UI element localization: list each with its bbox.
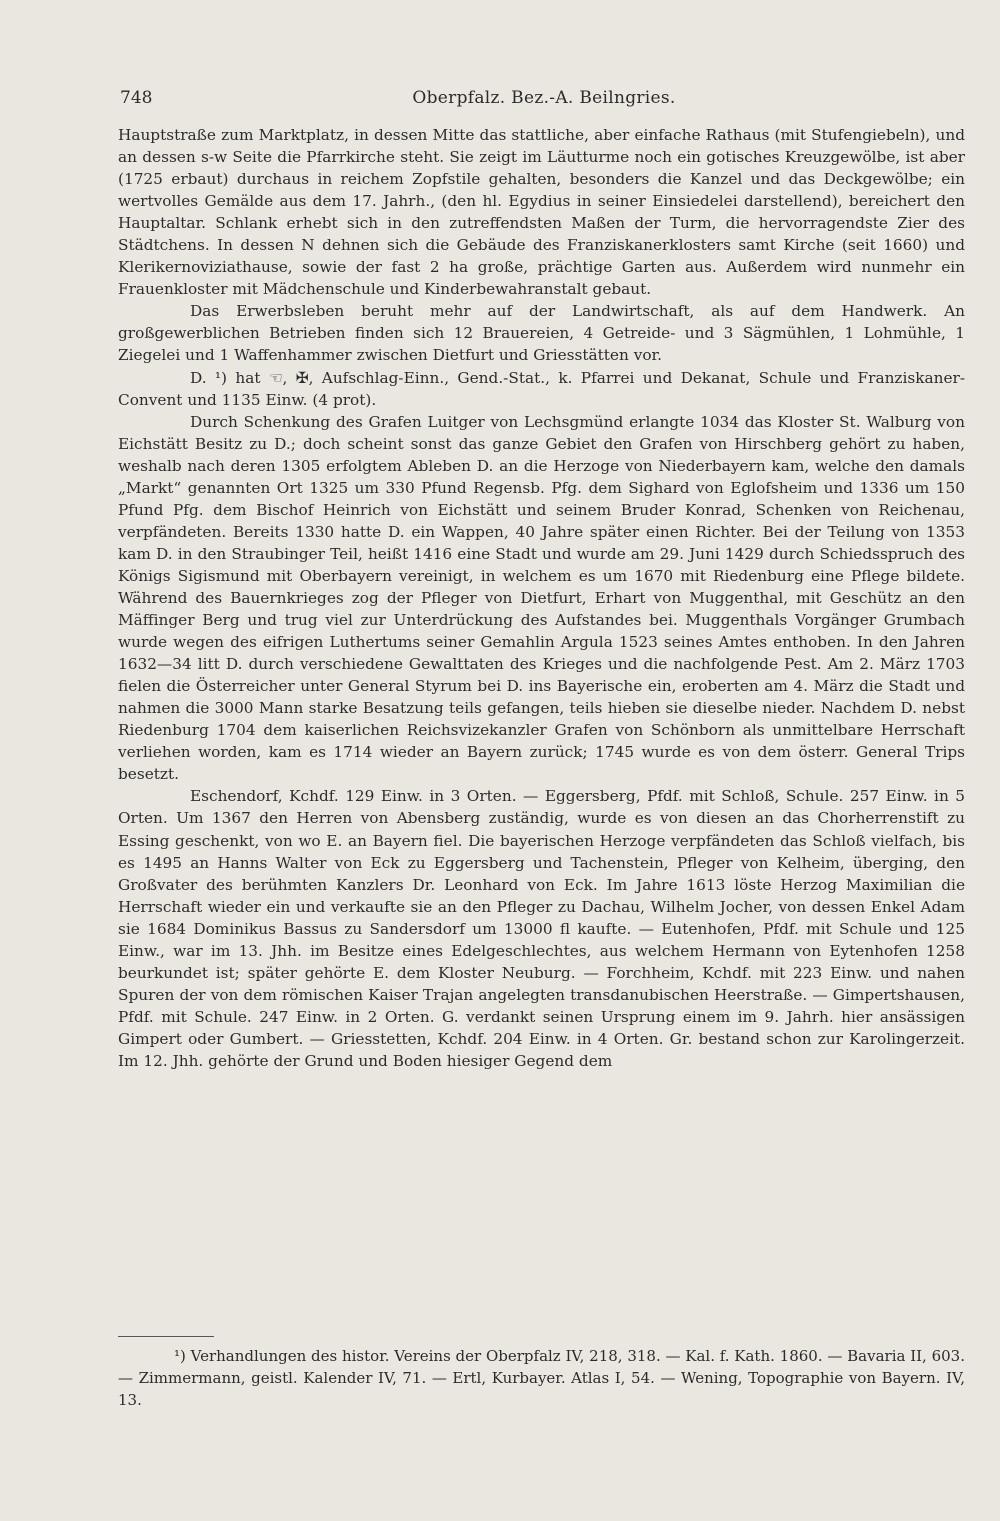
footnotes: [118, 1345, 965, 1411]
paragraph-1: Hauptstraße zum Marktplatz, in dessen Mitte das stattliche, aber einfache Rathaus (mit Stufengiebeln), und an dessen s-w Seite die Pfarrkirche steht. Sie zeigt im Läutturme noch ein gotisches Kreuzgewölbe, ist aber (1725 erbaut) durchaus in reichem Zopfstile gehalten, besonders die Kanzel und das Deckgewölbe; ein wertvolles Gemälde aus dem 17. Jahrh., (den hl. Egydius in seiner Einsiedelei darstellend), bereichert den Hauptaltar. Schlank erhebt sich in den zutreffendsten Maßen der Turm, die hervorragendste Zier des Städtchens. In dessen N dehnen sich die Gebäude des Franziskanerklosters samt Kirche (seit 1660) und Klerikernoviziathause, sowie der fast 2 ha große, prächtige Garten aus. Außerdem wird nunmehr ein Frauenkloster mit Mädchenschule und Kinderbewahranstalt gebaut.: [118, 126, 965, 299]
paragraph-4: Durch Schenkung des Grafen Luitger von Lechsgmünd erlangte 1034 das Kloster St. Walburg von Eichstätt Besitz zu D.; doch scheint sonst das ganze Gebiet den Grafen von Hirschberg gehört zu haben, weshalb nach deren 1305 erfolgtem Ableben D. an die Herzoge von Niederbayern kam, welche den damals „Markt“ genannten Ort 1325 um 330 Pfund Regensb. Pfg. dem Sighard von Eglofsheim und 1336 um 150 Pfund Pfg. dem Bischof Heinrich von Eichstätt und seinem Bruder Konrad, Schenken von Reichenau, verpfändeten. Bereits 1330 hatte D. ein Wappen, 40 Jahre später einen Richter. Bei der Teilung von 1353 kam D. in den Straubinger Teil, heißt 1416 eine Stadt und wurde am 29. Juni 1429 durch Schiedsspruch des Königs Sigismund mit Oberbayern vereinigt, in welchem es um 1670 mit Riedenburg eine Pflege bildete. Während des Bauernkrieges zog der Pfleger von Dietfurt, Erhart von Muggenthal, mit Geschütz an den Mäffinger Berg und trug viel zur Unterdrückung des Aufstandes bei. Muggenthals Vorgänger Grumbach wurde wegen des eifrigen Luthertums seiner Gemahlin Argula 1523 seines Amtes enthoben. In den Jahren 1632—34 litt D. durch verschiedene Gewalttaten des Krieges und die nachfolgende Pest. Am 2. März 1703 fielen die Österreicher unter General Styrum bei D. ins Bayerische ein, eroberten am 4. März die Stadt und nahmen die 3000 Mann starke Besatzung teils gefangen, teils hieben sie dieselbe nieder. Nachdem D. nebst Riedenburg 1704 dem kaiserlichen Reichsvizekanzler Grafen von Schönborn als unmittelbare Herrschaft verliehen worden, kam es 1714 wieder an Bayern zurück; 1745 wurde es von dem österr. General Trips besetzt.: [118, 412, 965, 784]
running-header: [120, 88, 968, 114]
footnote-1: ¹) Verhandlungen des histor. Vereins der Oberpfalz IV, 218, 318. — Kal. f. Kath. 1860. — Bavaria II, 603. — Zimmermann, geistl. Kalender IV, 71. — Ertl, Kurbayer. Atlas I, 54. — Wening, Topographie von Bayern. IV, 13.: [118, 1347, 965, 1409]
paragraph-3: D. ¹) hat ☜, ✠, Aufschlag-Einn., Gend.-Stat., k. Pfarrei und Dekanat, Schule und Franziskaner-Convent und 1135 Einw. (4 prot).: [118, 368, 965, 409]
page-number: 748: [120, 88, 153, 108]
running-title: Oberpfalz. Bez.-A. Beilngries.: [412, 88, 676, 108]
footnote-divider: [118, 1336, 214, 1337]
paragraph-5: Eschendorf, Kchdf. 129 Einw. in 3 Orten. — Eggersberg, Pfdf. mit Schloß, Schule. 257 Einw. in 5 Orten. Um 1367 den Herren von Abensberg zuständig, wurde es von diesen an das Chorherrenstift zu Essing geschenkt, von wo E. an Bayern fiel. Die bayerischen Herzoge verpfändeten das Schloß vielfach, bis es 1495 an Hanns Walter von Eck zu Eggersberg und Tachenstein, Pfleger von Kelheim, überging, den Großvater des berühmten Kanzlers Dr. Leonhard von Eck. Im Jahre 1613 löste Herzog Maximilian die Herrschaft wieder ein und verkaufte sie an den Pfleger zu Dachau, Wilhelm Jocher, von dessen Enkel Adam sie 1684 Dominikus Bassus zu Sandersdorf um 13000 fl kaufte. — Eutenhofen, Pfdf. mit Schule und 125 Einw., war im 13. Jhh. im Besitze eines Edelgeschlechtes, aus welchem Hermann von Eytenhofen 1258 beurkundet ist; später gehörte E. dem Kloster Neuburg. — Forchheim, Kchdf. mit 223 Einw. und nahen Spuren der von dem römischen Kaiser Trajan angelegten transdanubischen Heerstraße. — Gimpertshausen, Pfdf. mit Schule. 247 Einw. in 2 Orten. G. verdankt seinen Ursprung einem im 9. Jahrh. hier ansässigen Gimpert oder Gumbert. — Griesstetten, Kchdf. 204 Einw. in 4 Orten. Gr. bestand schon zur Karolingerzeit. Im 12. Jhh. gehörte der Grund und Boden hiesiger Gegend dem: [118, 787, 965, 1070]
paragraph-2: Das Erwerbsleben beruht mehr auf der Landwirtschaft, als auf dem Handwerk. An großgewerblichen Betrieben finden sich 12 Brauereien, 4 Getreide- und 3 Sägmühlen, 1 Lohmühle, 1 Ziegelei und 1 Waffenhammer zwischen Dietfurt und Griesstätten vor.: [118, 302, 965, 365]
main-text: [118, 124, 965, 1072]
